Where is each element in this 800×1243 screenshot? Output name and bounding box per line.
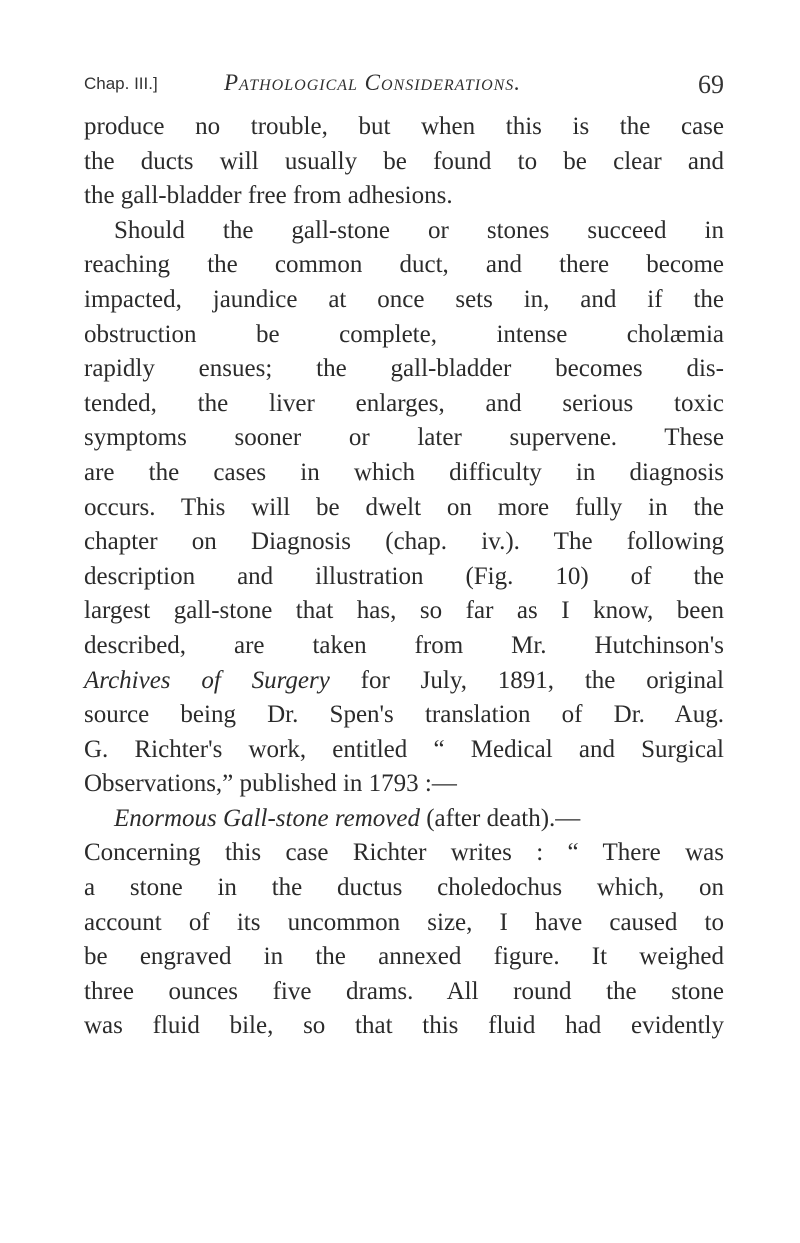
text-line: the gall-bladder free from adhesions. xyxy=(84,182,453,210)
chapter-label: Chap. III.] xyxy=(84,74,158,93)
text-line: was fluid bile, so that this fluid had evidently xyxy=(84,1012,724,1040)
text-line: produce no trouble, but when this is the case xyxy=(84,113,724,140)
text-line: be engraved in the annexed figure. It weighed xyxy=(84,943,724,971)
text-line: three ounces five drams. All round the stone xyxy=(84,977,724,1005)
text-line: the ducts will usually be found to be clear and xyxy=(84,147,724,175)
text-line: chapter on Diagnosis (chap. iv.). The following xyxy=(84,528,724,556)
text-line: tended, the liver enlarges, and serious toxic xyxy=(84,389,724,417)
running-head xyxy=(84,70,724,110)
text-line: Concerning this case Richter writes : “ There was xyxy=(84,839,724,867)
text-line: impacted, jaundice at once sets in, and if the xyxy=(84,285,724,313)
page-number: 69 xyxy=(698,70,724,99)
text-line: source being Dr. Spen's translation of Dr. Aug. xyxy=(84,701,724,729)
text-line-rest: (after death).— xyxy=(419,804,581,832)
running-title: Pathological Considerations. xyxy=(224,70,522,95)
text-line: description and illustration (Fig. 10) of the xyxy=(84,562,724,590)
text-line: rapidly ensues; the gall-bladder becomes dis- xyxy=(84,355,724,383)
text-line: Observations,” published in 1793 :— xyxy=(84,770,457,798)
body-text xyxy=(84,110,724,1044)
text-line: a stone in the ductus choledochus which, on xyxy=(84,874,724,902)
text-line-mixed xyxy=(84,664,724,699)
text-line-mixed xyxy=(84,802,724,837)
text-line: are the cases in which difficulty in diagnosis xyxy=(84,458,724,486)
text-line: Should the gall-stone or stones succeed in xyxy=(114,216,724,244)
text-line: symptoms sooner or later supervene. These xyxy=(84,424,724,452)
text-line: largest gall-stone that has, so far as I know, been xyxy=(84,597,724,625)
text-line: obstruction be complete, intense cholæmia xyxy=(84,320,724,348)
journal-title: Archives of Surgery xyxy=(84,666,330,694)
text-line: G. Richter's work, entitled “ Medical and Surgical xyxy=(84,735,724,763)
text-line: occurs. This will be dwelt on more fully in the xyxy=(84,493,724,521)
text-line: account of its uncommon size, I have caused to xyxy=(84,908,724,936)
text-line: described, are taken from Mr. Hutchinson's xyxy=(84,631,724,659)
text-line: reaching the common duct, and there become xyxy=(84,251,724,279)
text-line-rest: for July, 1891, the original xyxy=(329,666,724,694)
section-heading: Enormous Gall-stone removed xyxy=(114,804,420,832)
